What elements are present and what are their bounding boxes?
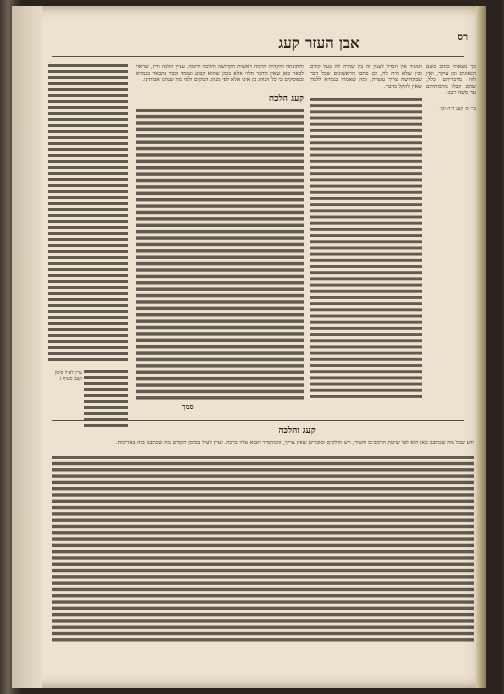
- left-commentary-column: [48, 64, 128, 364]
- left-commentary-column-lower: [84, 370, 128, 430]
- middle-rule: [52, 420, 464, 421]
- far-right-column-text: כך מצאתי כתוב בשם הגאונים וכן עיקר, ואין לזוז מדבריהם כלל, שהם קבלו מרבותיהם עד משה רבנו.: [426, 64, 476, 96]
- book-spine-edge: [476, 6, 486, 688]
- outer-column-top-text: המגיד אין הבדל לענין זה בין שהיה לה בעל קודם ובין שלא היה לה, וכן כתבו הראשונים שכל דבר שבקדושה צריך עשרה, ומה שאמרו בגמרא ללמד שאין להקל בדבר.: [310, 64, 422, 90]
- lower-heading-line: [212, 426, 382, 438]
- right-margin-note: ב״י ס׳ קעג ד״ה וכו׳: [439, 106, 476, 112]
- far-right-column: [426, 64, 476, 104]
- inner-column-top-text: וחתונתה והקהיה הרמה ראשית הקדושה והלכה ודומה. עניין הלכה ודין, שראוי לבאר כאן שאין הדבר תלוי אלא בזמן שהוא קבוע ועומד וכבר נתבאר בגמרא ובפוסקים כי כל הנוהג כן אינו אלא לפי מנהג המקום ולפי מה שנהגו אבותינו.: [136, 64, 304, 83]
- inner-column-top: [136, 64, 304, 92]
- outer-commentary-column: [310, 98, 422, 400]
- running-title: אבן העזר קעג: [278, 34, 360, 52]
- inner-main-text: [136, 109, 304, 401]
- lower-commentary-text: [52, 456, 474, 642]
- facing-page-edge: [12, 6, 42, 688]
- section-mark: סמך: [182, 402, 194, 411]
- book-page: [12, 6, 486, 688]
- inner-heading: קעג הלכה: [269, 94, 304, 104]
- lower-body-intro: [52, 440, 474, 454]
- header-rule: [52, 56, 464, 57]
- page-number: רס: [457, 32, 468, 43]
- outer-column-top: [310, 64, 422, 94]
- lower-body-text: ודע שכל מה שכתבנו כאן הוא לפי שיטת הרמב״ם והטור, ויש חולקים וסוברים שאין צריך, והמחמיר תבוא עליו ברכה. ועיין לעיל בסימן הקודם מה שכתבנו בזה באריכות.: [115, 440, 474, 446]
- lower-heading: קעג והלכה: [278, 426, 316, 436]
- inner-heading-line: [136, 94, 304, 107]
- left-margin-note: עיין לעיל סימן קעב סעיף ג: [54, 370, 82, 382]
